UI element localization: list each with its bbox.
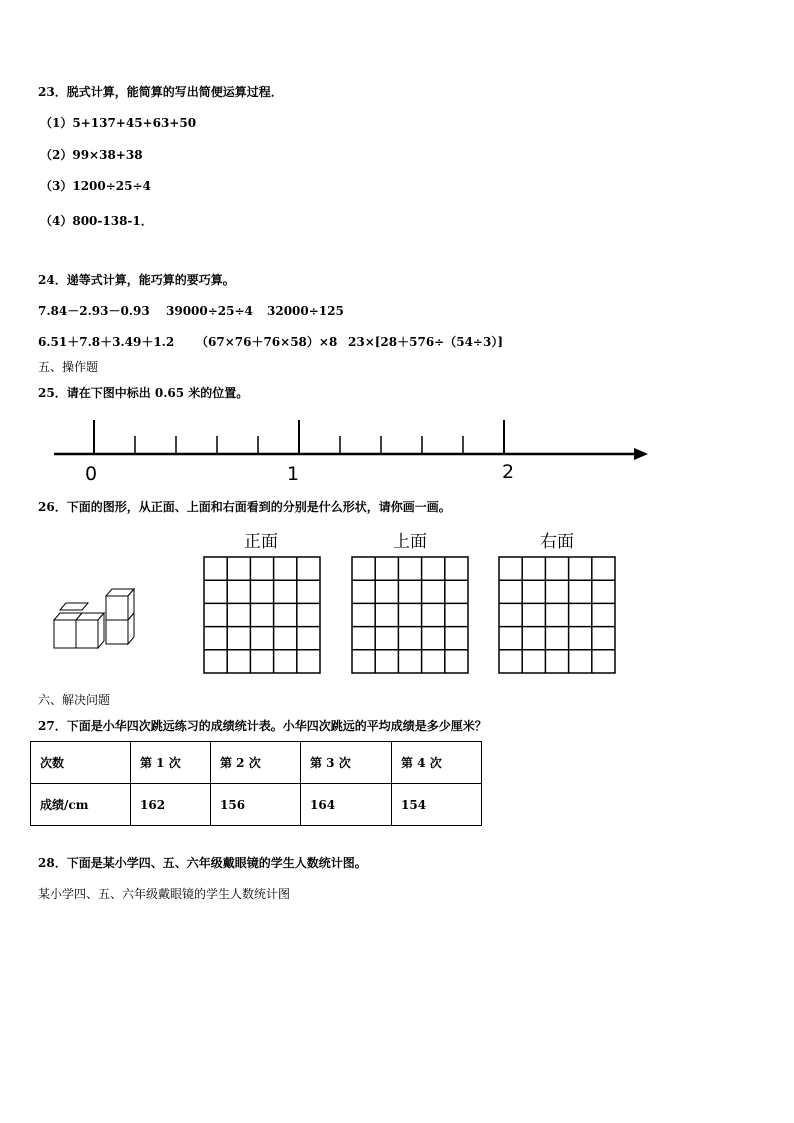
view-label-right: 右面 (540, 532, 574, 552)
q24-expr-2: 39000÷25÷4 (166, 304, 253, 318)
table-cell: 第 2 次 (211, 742, 301, 784)
right-view-grid[interactable] (498, 556, 616, 674)
q25-title: 25．请在下图中标出 0.65 米的位置。 (38, 386, 249, 400)
q23-item-1: （1）5+137+45+63+50 (40, 116, 197, 130)
table-row (31, 784, 482, 826)
q28-chart-title: 某小学四、五、六年级戴眼镜的学生人数统计图 (38, 887, 291, 901)
q23-item-2: （2）99×38+38 (40, 148, 143, 162)
arrow-head-icon (634, 448, 648, 460)
table-cell: 第 1 次 (131, 742, 211, 784)
q27-title: 27．下面是小华四次跳远练习的成绩统计表。小华四次跳远的平均成绩是多少厘米？ (38, 719, 487, 733)
table-cell: 次数 (31, 742, 131, 784)
table-cell: 成绩/cm (31, 784, 131, 826)
table-cell: 第 3 次 (301, 742, 392, 784)
front-view-grid[interactable] (203, 556, 321, 674)
q23-title: 23．脱式计算，能简算的写出简便运算过程． (38, 85, 283, 99)
table-cell: 第 4 次 (392, 742, 482, 784)
q23-item-4: （4）800-138-1． (40, 214, 153, 228)
table-cell: 162 (131, 784, 211, 826)
q24-title: 24．递等式计算，能巧算的要巧算。 (38, 273, 235, 287)
number-line (40, 412, 660, 484)
number-line-label-0: 0 (84, 463, 98, 484)
q24-expr-3: 32000÷125 (267, 304, 344, 318)
q24-expr-4: 6.51＋7.8＋3.49＋1.2 (38, 335, 175, 349)
section-5-heading: 五、操作题 (38, 360, 99, 374)
table-cell: 154 (392, 784, 482, 826)
number-line-ticks (94, 420, 504, 454)
q24-expr-1: 7.84－2.93－0.93 (38, 304, 150, 318)
view-label-top: 上面 (393, 532, 427, 552)
q24-expr-6: 23×[28＋576÷（54÷3）] (348, 335, 504, 349)
number-line-label-1: 1 (286, 463, 300, 484)
q24-expr-5: （67×76＋76×58）×8 (196, 335, 338, 349)
table-cell: 156 (211, 784, 301, 826)
cube-figure (50, 586, 140, 652)
top-view-grid[interactable] (351, 556, 469, 674)
q23-item-3: （3）1200÷25÷4 (40, 179, 151, 193)
q26-title: 26．下面的图形，从正面、上面和右面看到的分别是什么形状，请你画一画。 (38, 500, 451, 514)
table-row (31, 742, 482, 784)
number-line-label-2: 2 (501, 461, 515, 483)
table-cell: 164 (301, 784, 392, 826)
q28-title: 28．下面是某小学四、五、六年级戴眼镜的学生人数统计图。 (38, 856, 367, 870)
view-label-front: 正面 (244, 532, 278, 552)
section-6-heading: 六、解决问题 (38, 693, 111, 707)
score-table (30, 741, 482, 826)
